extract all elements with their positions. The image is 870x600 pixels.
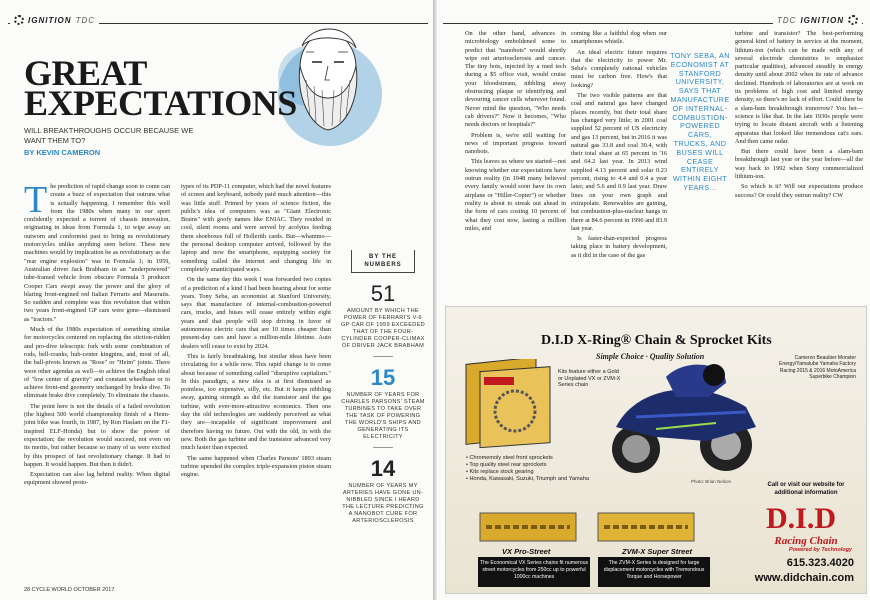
stat-value: 51 xyxy=(370,281,396,306)
right-page xyxy=(437,0,870,600)
paragraph: On the same day this week I was forwarded two copies of a prediction of a kind I had been hearing about for some years. Tony Seba, an economist at Stanford University, says that manufacture of internal-combustion-powered cars, trucks, and buses will cease entirely within eight years and that people will stop driving in favor of autonomous electric cars that are 10 times cheaper than present-day cars and have a million-mile lifetime. Auto dealers will cease to exist by 2024. xyxy=(181,276,331,350)
website-link[interactable]: www.didchain.com xyxy=(754,572,854,584)
body-column-3 xyxy=(465,30,566,235)
stat-item xyxy=(340,283,426,357)
stat-value: 14 xyxy=(370,456,396,481)
list-item: • Kits replace stock gearing xyxy=(466,469,606,476)
powered-tagline: Powered by Technology xyxy=(788,547,852,553)
chain-kit-box-icon xyxy=(460,359,556,449)
paragraph: This leaves us where we started—not knowing whether our expectations have outrun reality (in 1948 many believed every family would soon have its own airplane or "Hiller-Copter") or whether reality is about to streak out ahead in the form of cars costing 10 percent of what they cost now, lasting a million miles, and xyxy=(465,158,566,232)
title-line-2: EXPECTATIONS xyxy=(24,83,297,123)
rider-credit: Cameron Beaubier Monster Energy/Yamalube Yamaha Factory Racing 2015 & 2016 MotoAmerica Superbike Champion xyxy=(779,355,856,381)
body-column-5 xyxy=(735,30,863,202)
stat-item xyxy=(340,367,426,448)
paragraph: coming like a faithful dog when our smartphones whistle. xyxy=(571,30,667,46)
section-sub: TDC xyxy=(75,15,96,25)
paragraph: Much of the 1980s expectation of something similar for motorcycles centered on replacing the stiction-ridden and pro-dive telescopic fork with some combination of rods, bell-cranks, hub-center kingpins, and, most of all, the ball-pivots known as "Rose" or "Heim" joints. There were other agendas as well—to achieve the English ideal of "low center of gravity" and constant wheelbase or to achieve front-end geometry unchanged by brake dive. To eliminate brake dive completely. To eliminate the chassis. xyxy=(24,326,170,400)
chain-product-images xyxy=(476,507,706,545)
gear-icon xyxy=(848,15,858,25)
list-item: • Top quality steel rear sprockets xyxy=(466,462,606,469)
section-tag xyxy=(10,15,99,25)
divider xyxy=(373,447,393,448)
list-item: • Chromemoly steel front sprockets xyxy=(466,455,606,462)
kit-feature-list xyxy=(466,455,606,483)
body-column-4 xyxy=(571,30,667,262)
drop-cap: T xyxy=(24,179,48,221)
paragraph: On the other hand, advances in microbiology emboldened some to predict that "nanobots" would shortly wipe out arteriosclerosis and cancer. The tiny bots, injected by a med tech during a $5 office visit, would cruise your bloodstream, nibbling away obstructing plaque or identifying and devouring cancer cells wherever found. Never mind the question, "Who needs cab drivers?" Now it becomes, "Who needs doctors or hospitals?" xyxy=(465,30,566,129)
by-the-numbers-header: BY THE NUMBERS xyxy=(351,250,415,273)
did-chain-advertisement xyxy=(445,306,867,594)
page-folio: 28 CYCLE WORLD OCTOBER 2017 xyxy=(24,587,115,593)
paragraph: types of its PDP-11 computer, which had the novel features of screen and keyboard, nobody paid much attention—this was little stuff. Primed by years of science fiction, the public's idea of computers was as "Giant Electronic Brains" with goofy names like ENIAC. They resided in cool, silent rooms and were served by acolytes feeding them shoeboxes full of Hollerith cards. But—whammo—the personal desktop computer arrived, followed by the laptop and now the smartphone, equipping society for something called the internet and changing life in completely unanticipated ways. xyxy=(181,183,331,273)
stat-caption: NUMBER OF YEARS MY ARTERIES HAVE GONE UN-NIBBLED SINCE I HEARD THE LECTURE PREDICTING A NANOBOT CURE FOR ARTERIOSCLEROSIS xyxy=(342,483,424,524)
body-column-2 xyxy=(181,183,331,481)
product-description: The ZVM-X Series is designed for large displacement motorcycles with Tremendous Torque and Horsepower xyxy=(598,557,710,587)
pull-quote: TONY SEBA, AN ECONOMIST AT STANFORD UNIVERSITY, SAYS THAT MANUFACTURE OF INTERNAL-COMBUSTION-POWERED CARS, TRUCKS, AND BUSES WILL CEASE ENTIRELY WITHIN EIGHT YEARS... xyxy=(670,51,730,192)
paragraph: turbine and transistor? The best-performing general kind of battery in service at the moment, lithium-ion (which can be made with any of several electrode chemistries to emphasize particular qualities), advanced steadily in energy density until about 2002 when its rate of advance declined. Hundreds of laboratories are at work on its problems of high cost and limited energy density, so there's no lack of effort. Could there be a slam-bam breakthrough tomorrow? You bet—science is like that. In the late 1930s people were trying to locate distant aircraft with a listening apparatus that looked like tremendous cat's ears. And then came radar. xyxy=(735,30,863,145)
paragraph: The two visible patterns are that coal and natural gas have changed places recently, but their total share has changed very little; in 2001 coal supplied 52 percent of US electricity and gas 13 percent, but in 2016 it was natural gas 33.8 and coal 30.4, with their total share at 65 percent in '16 and 64.2 last year. In 2013 wind supplied 4.13 percent and solar 0.23 percent, rising to 4.4 and 0.4 a year later, and 5.6 and 0.9 last year. Draw lines on your own graph and extrapolate. Renewables are gaining, but combustion-plus-nuclear hangs in there at 84.6 percent in 1996 and 83.9 last year. xyxy=(571,92,667,232)
stat-caption: AMOUNT BY WHICH THE POWER OF FERRARI'S V-6 GP CAR OF 1959 EXCEEDED THAT OF THE FOUR-CYLINDER COOPER-CLIMAX OF DRIVER JACK BRABHAM xyxy=(341,308,425,349)
list-item: • Honda, Kawasaki, Suzuki, Triumph and Yamaha xyxy=(466,476,606,483)
gear-icon xyxy=(14,15,24,25)
call-to-action: Call or visit our website for additional information xyxy=(767,482,845,496)
ad-tagline: Simple Choice · Quality Solution xyxy=(596,352,705,361)
product-description: The Economical VX Series chains fit numerous street motorcycles from 250cc up to powerful 1000cc machines xyxy=(478,557,590,587)
logo-text: D.I.D xyxy=(765,502,837,535)
byline: BY KEVIN CAMERON xyxy=(24,148,101,157)
stat-value: 15 xyxy=(370,365,396,390)
paragraph: The prediction of rapid change soon to come can create a buzz of expectation that outruns what is actually happening. I remember this well from the 1980s when many in our sport confidently expected a torrent of chassis innovation, originating in ideas from Formula 1, to wipe away an outworn and conformist past to bring us revolutionary motorcycles unlike anything seen before. These new machines would by implication be as revolutionary as the "rear engine explosion" was in Formula 1; in 1959, Australian driver Jack Brabham in an "underpowered" tube-framed vehicle from obscure Formula 3 producer Cooper Cars swept away the power and the glory of blaring front-engined red Italian Ferraris and Maseratis. So sudden and complete was this revolution that within two years front-engined GP cars were gone—dismissed as "tractors." xyxy=(24,179,170,323)
paragraph: An ideal electric future requires that the electricity to power Mr. Seba's completely rational vehicles must be carbon free. How's that looking? xyxy=(571,48,667,89)
paragraph: Is faster-than-expected progress taking place in battery development, as it did in the case of the gas xyxy=(571,235,667,259)
title-line-1: GREAT xyxy=(24,53,147,93)
article-title xyxy=(24,53,297,123)
paragraph: Expectation can also lag behind reality. When digital equipment showed proto- xyxy=(24,471,170,487)
stat-item xyxy=(340,458,426,525)
body-column-1 xyxy=(24,179,170,490)
ad-headline: D.I.D X-Ring® Chain & Sprocket Kits xyxy=(541,333,772,348)
divider xyxy=(373,356,393,357)
stat-caption: NUMBER OF YEARS FOR CHARLES PARSONS' STEAM TURBINES TO TAKE OVER THE TASK OF POWERING THE WORLD'S SHIPS AND GENERATING ITS ELECTRICITY xyxy=(341,392,425,440)
did-racing-chain-logo xyxy=(746,500,856,550)
motorcycle-rider-photo xyxy=(596,357,766,477)
phone-number: 615.323.4020 xyxy=(786,557,854,569)
paragraph: So which is it? Will our expectations produce success? Or could they outrun reality? CW xyxy=(735,183,863,199)
article-dek: WILL BREAKTHROUGHS OCCUR BECAUSE WE WANT THEM TO? xyxy=(24,126,194,145)
section-label: IGNITION xyxy=(28,15,72,25)
product-name: ZVM-X Super Street xyxy=(622,547,693,556)
by-the-numbers-sidebar xyxy=(340,250,426,525)
paragraph: The same happened when Charles Parsons' 1893 steam turbine upended the complex triple-expansion piston steam engine. xyxy=(181,454,331,479)
logo-script: Racing Chain xyxy=(774,535,838,547)
photo-credit: Photo: Brian Nelson xyxy=(691,479,732,484)
paragraph: The point here is not the details of a failed revolution (the highest 500 world championship finish of a Heim-joint bike was fourth, in 1987, by Ron Haslam on the F1-inspired ELF-Honda) but to show the power of expectation; the revolution would succeed, not even on its merits, but rather because so many of us were excited by this prospect of fast revolutionary change. It had to happen. It would happen. But then it didn't. xyxy=(24,402,170,468)
kit-feature-note: Kits feature either a Gold or Unplated VX or ZVM-X Series chain xyxy=(558,369,621,388)
section-tag xyxy=(773,15,862,25)
paragraph: Problem is, we're still waiting for news of important progress toward nanobots. xyxy=(465,131,566,156)
paragraph: But there could have been a slam-bam breakthrough last year or the year before—all the way back to 1992 when Sony commercialized lithium-ion. xyxy=(735,148,863,181)
product-name: VX Pro-Street xyxy=(502,547,551,556)
section-sub: TDC xyxy=(776,15,797,25)
section-label: IGNITION xyxy=(800,15,844,25)
left-page xyxy=(0,0,433,600)
paragraph: This is fairly breathtaking, but similar ideas have been circulating for a while now. This rapid change is to come about because of something called "disruptive capitalism." In this paradigm, a new idea is at first dismissed as pointless, too expensive, silly, etc. But it keeps nibbling away, gaining strength as did the transistor and the gas turbine, with ever-more-attractive economics. Then one day the old technologies are suddenly perceived as what they are—incapable of significant improvement and therefore having no future. Out with the old, in with the new. Both the gas turbine and the transistor advanced very much faster than expected. xyxy=(181,352,331,452)
